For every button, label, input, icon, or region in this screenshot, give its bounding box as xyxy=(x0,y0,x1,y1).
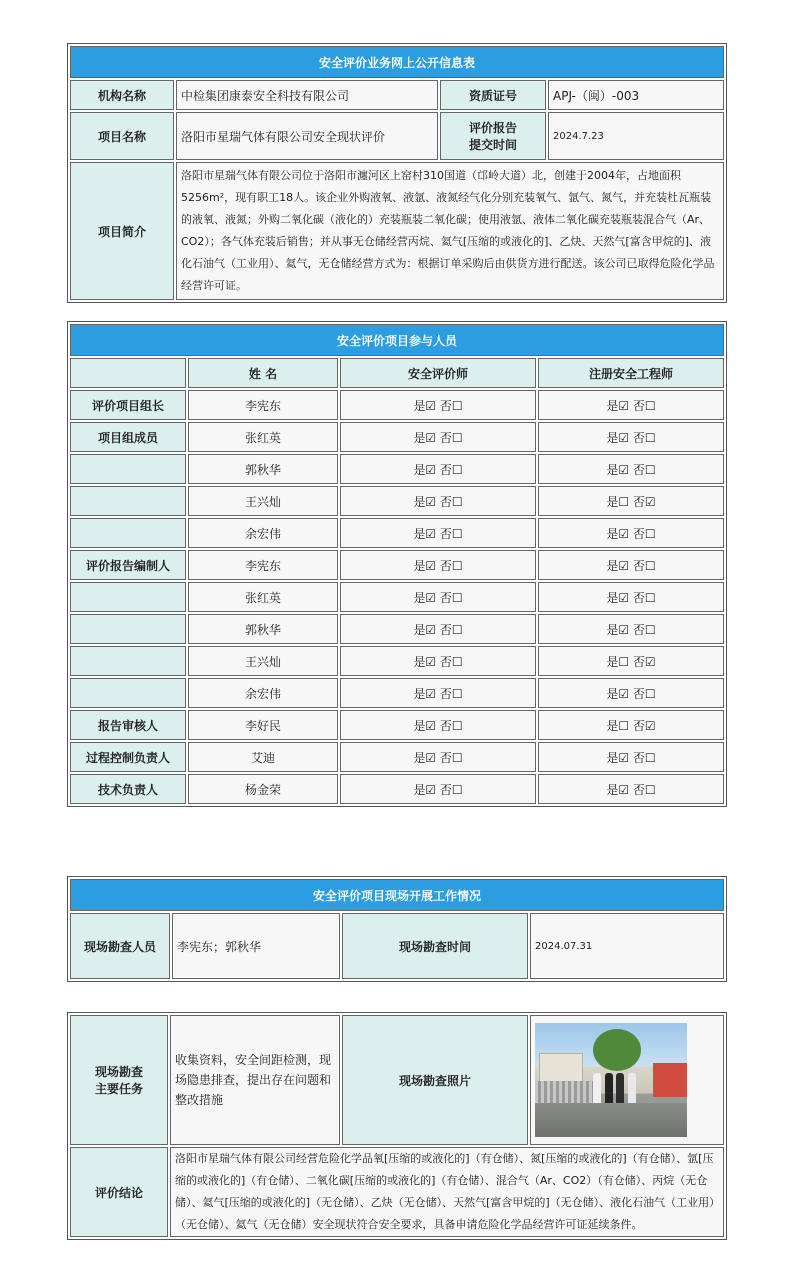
personnel-row xyxy=(70,646,724,676)
name-header: 姓 名 xyxy=(188,358,338,388)
evaluator-check: 是☑ 否☐ xyxy=(340,774,536,804)
personnel-row xyxy=(70,486,724,516)
evaluator-check: 是☑ 否☐ xyxy=(340,742,536,772)
site-time-value: 2024.07.31 xyxy=(530,913,724,979)
personnel-row xyxy=(70,774,724,804)
task-label-line1: 现场勘查 xyxy=(94,1065,143,1079)
photo-person xyxy=(628,1073,636,1103)
role-cell: 技术负责人 xyxy=(70,774,186,804)
person-name: 郭秋华 xyxy=(188,614,338,644)
person-name: 张红英 xyxy=(188,582,338,612)
org-label: 机构名称 xyxy=(70,80,174,110)
personnel-row xyxy=(70,518,724,548)
personnel-row xyxy=(70,422,724,452)
site-staff-label: 现场勘查人员 xyxy=(70,913,170,979)
photo-person xyxy=(605,1073,613,1103)
person-name: 余宏伟 xyxy=(188,678,338,708)
person-name: 余宏伟 xyxy=(188,518,338,548)
task-value: 收集资料，安全间距检测，现场隐患排查，提出存在问题和整改措施 xyxy=(170,1015,340,1145)
personnel-row xyxy=(70,614,724,644)
role-cell: 评价报告编制人 xyxy=(70,550,186,580)
photo-tree xyxy=(593,1029,641,1071)
personnel-row xyxy=(70,678,724,708)
person-name: 李宪东 xyxy=(188,550,338,580)
conclusion-label: 评价结论 xyxy=(70,1147,168,1237)
role-cell xyxy=(70,582,186,612)
photo-person xyxy=(593,1073,601,1103)
engineer-check: 是☑ 否☐ xyxy=(538,678,724,708)
evaluator-check: 是☑ 否☐ xyxy=(340,582,536,612)
engineer-check: 是☑ 否☐ xyxy=(538,550,724,580)
evaluator-check: 是☑ 否☐ xyxy=(340,518,536,548)
personnel-row xyxy=(70,454,724,484)
role-cell: 评价项目组长 xyxy=(70,390,186,420)
submit-value: 2024.7.23 xyxy=(548,112,724,160)
photo-person xyxy=(616,1073,624,1103)
photo-ground xyxy=(535,1103,687,1137)
photo-truck xyxy=(653,1063,687,1097)
site-table-title: 安全评价项目现场开展工作情况 xyxy=(70,879,724,911)
role-cell xyxy=(70,454,186,484)
task-table xyxy=(67,1012,727,1240)
intro-label: 项目简介 xyxy=(70,162,174,300)
personnel-table-title: 安全评价项目参与人员 xyxy=(70,324,724,356)
engineer-check: 是☑ 否☐ xyxy=(538,742,724,772)
intro-value: 洛阳市星瑞气体有限公司位于洛阳市瀍河区上窑村310国道（邙岭大道）北，创建于2004年，占地面积5256m²，现有职工18人。该企业外购液氧、液氩、液氮经气化分别充装氧气、氩气、氮气，并充装杜瓦瓶装的液氧、液氮；外购二氧化碳（液化的）充装瓶装二氧化碳；使用液氩、液体二氧化碳充装瓶装混合气（Ar、CO2）；各气体充装后销售；并从事无仓储经营丙烷、氦气[压缩的或液化的]、乙炔、天然气[富含甲烷的]、液化石油气（工业用）、氦气，无仓储经营方式为：根据订单采购后由供货方进行配送。该公司已取得危险化学品经营许可证。 xyxy=(176,162,724,300)
cert-label: 资质证号 xyxy=(440,80,546,110)
engineer-check: 是☐ 否☑ xyxy=(538,486,724,516)
submit-label-line1: 评价报告 xyxy=(468,121,517,135)
engineer-check: 是☑ 否☐ xyxy=(538,518,724,548)
role-cell: 过程控制负责人 xyxy=(70,742,186,772)
personnel-row xyxy=(70,550,724,580)
evaluator-check: 是☑ 否☐ xyxy=(340,646,536,676)
evaluator-check: 是☑ 否☐ xyxy=(340,422,536,452)
site-staff-value: 李宪东；郭秋华 xyxy=(172,913,340,979)
role-header xyxy=(70,358,186,388)
site-table xyxy=(67,876,727,982)
photo-label: 现场勘查照片 xyxy=(342,1015,528,1145)
evaluator-header: 安全评价师 xyxy=(340,358,536,388)
engineer-check: 是☑ 否☐ xyxy=(538,582,724,612)
person-name: 郭秋华 xyxy=(188,454,338,484)
project-label: 项目名称 xyxy=(70,112,174,160)
evaluator-check: 是☑ 否☐ xyxy=(340,486,536,516)
engineer-check: 是☑ 否☐ xyxy=(538,422,724,452)
site-time-label: 现场勘查时间 xyxy=(342,913,528,979)
engineer-header: 注册安全工程师 xyxy=(538,358,724,388)
person-name: 杨金荣 xyxy=(188,774,338,804)
engineer-check: 是☑ 否☐ xyxy=(538,774,724,804)
person-name: 李好民 xyxy=(188,710,338,740)
role-cell xyxy=(70,678,186,708)
evaluator-check: 是☑ 否☐ xyxy=(340,454,536,484)
photo-gate xyxy=(535,1081,599,1103)
engineer-check: 是☑ 否☐ xyxy=(538,614,724,644)
info-table-title: 安全评价业务网上公开信息表 xyxy=(70,46,724,78)
engineer-check: 是☑ 否☐ xyxy=(538,454,724,484)
person-name: 王兴灿 xyxy=(188,486,338,516)
submit-label-line2: 提交时间 xyxy=(468,138,517,152)
cert-value: APJ-（闽）-003 xyxy=(548,80,724,110)
role-cell xyxy=(70,486,186,516)
role-cell xyxy=(70,518,186,548)
personnel-table xyxy=(67,321,727,807)
role-cell: 报告审核人 xyxy=(70,710,186,740)
info-table xyxy=(67,43,727,303)
org-value: 中检集团康泰安全科技有限公司 xyxy=(176,80,438,110)
conclusion-value: 洛阳市星瑞气体有限公司经营危险化学品氧[压缩的或液化的]（有仓储）、氮[压缩的或液化的]（有仓储）、氩[压缩的或液化的]（有仓储）、二氧化碳[压缩的或液化的]（有仓储）、混合气（Ar、CO2）（有仓储）、丙烷（无仓储）、氦气[压缩的或液化的]（无仓储）、乙炔（无仓储）、天然气[富含甲烷的]（无仓储）、液化石油气（工业用）（无仓储）、氦气（无仓储）安全现状符合安全要求，具备申请危险化学品经营许可证延续条件。 xyxy=(170,1147,724,1237)
evaluator-check: 是☑ 否☐ xyxy=(340,550,536,580)
task-label-line2: 主要任务 xyxy=(94,1082,143,1096)
person-name: 李宪东 xyxy=(188,390,338,420)
engineer-check: 是☑ 否☐ xyxy=(538,390,724,420)
photo-cell xyxy=(530,1015,724,1145)
role-cell xyxy=(70,646,186,676)
personnel-row xyxy=(70,742,724,772)
task-label xyxy=(70,1015,168,1145)
submit-label xyxy=(440,112,546,160)
evaluator-check: 是☑ 否☐ xyxy=(340,390,536,420)
personnel-row xyxy=(70,710,724,740)
evaluator-check: 是☑ 否☐ xyxy=(340,678,536,708)
engineer-check: 是☐ 否☑ xyxy=(538,710,724,740)
role-cell xyxy=(70,614,186,644)
person-name: 张红英 xyxy=(188,422,338,452)
project-value: 洛阳市星瑞气体有限公司安全现状评价 xyxy=(176,112,438,160)
engineer-check: 是☐ 否☑ xyxy=(538,646,724,676)
site-photo xyxy=(535,1023,687,1137)
personnel-row xyxy=(70,582,724,612)
person-name: 艾迪 xyxy=(188,742,338,772)
personnel-row xyxy=(70,390,724,420)
evaluator-check: 是☑ 否☐ xyxy=(340,710,536,740)
role-cell: 项目组成员 xyxy=(70,422,186,452)
person-name: 王兴灿 xyxy=(188,646,338,676)
evaluator-check: 是☑ 否☐ xyxy=(340,614,536,644)
